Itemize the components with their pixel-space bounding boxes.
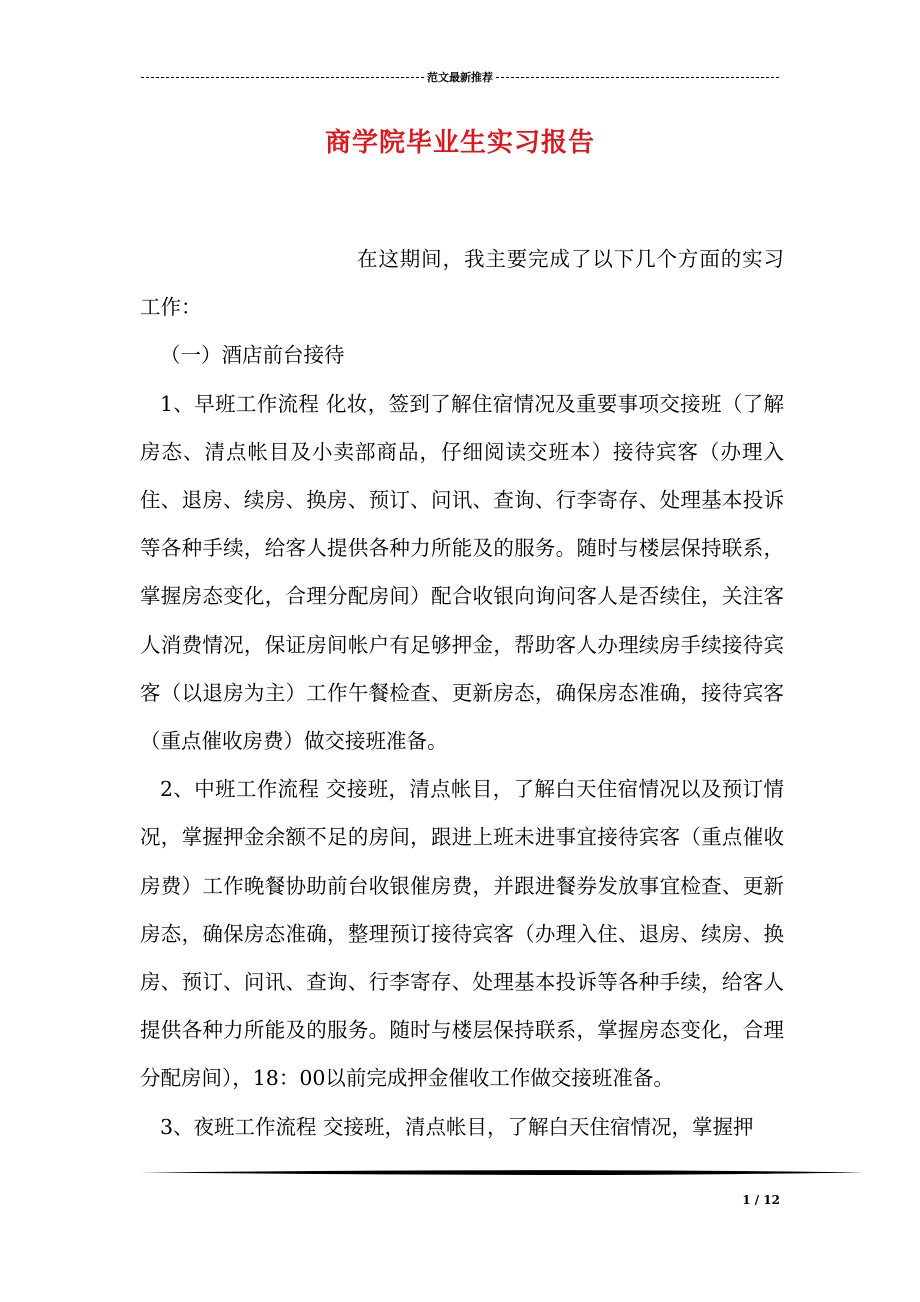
section-heading: （一）酒店前台接待 [160, 343, 345, 368]
page-number: 1 / 12 [742, 1193, 780, 1207]
document-body [140, 235, 784, 1151]
body-paragraph-2: 2、中班工作流程 交接班，清点帐目，了解白天住宿情况以及预订情况，掌握押金余额不足的房间，跟进上班未进事宜接待宾客（重点催收房费）工作晚餐协助前台收银催房费，并跟进餐券发放事宜检查、更新房态，确保房态准确，整理预订接待宾客（办理入住、退房、续房、换房、预订、问讯、查询、行李寄存、处理基本投诉等各种手续，给客人提供各种力所能及的服务。随时与楼层保持联系，掌握房态变化，合理分配房间），18：00以前完成押金催收工作做交接班准备。 [140, 777, 784, 1091]
header-dashes-left [141, 77, 424, 78]
body-paragraph-1: 1、早班工作流程 化妆，签到了解住宿情况及重要事项交接班（了解房态、清点帐目及小卖部商品，仔细阅读交班本）接待宾客（办理入住、退房、续房、换房、预订、问讯、查询、行李寄存、处理基本投诉等各种手续，给客人提供各种力所能及的服务。随时与楼层保持联系，掌握房态变化，合理分配房间）配合收银向询问客人是否续住，关注客人消费情况，保证房间帐户有足够押金，帮助客人办理续房手续接待宾客（以退房为主）工作午餐检查、更新房态，确保房态准确，接待宾客（重点催收房费）做交接班准备。 [140, 391, 784, 754]
intro-paragraph: 在这期间，我主要完成了以下几个方面的实习工作： [140, 247, 784, 320]
footer-divider [140, 1170, 864, 1175]
page-header [140, 70, 780, 84]
document-title: 商学院毕业生实习报告 [324, 128, 595, 158]
header-label: 范文最新推荐 [427, 71, 493, 84]
body-paragraph-3: 3、夜班工作流程 交接班，清点帐目，了解白天住宿情况，掌握押 [160, 1114, 754, 1139]
header-dashes-right [496, 77, 779, 78]
